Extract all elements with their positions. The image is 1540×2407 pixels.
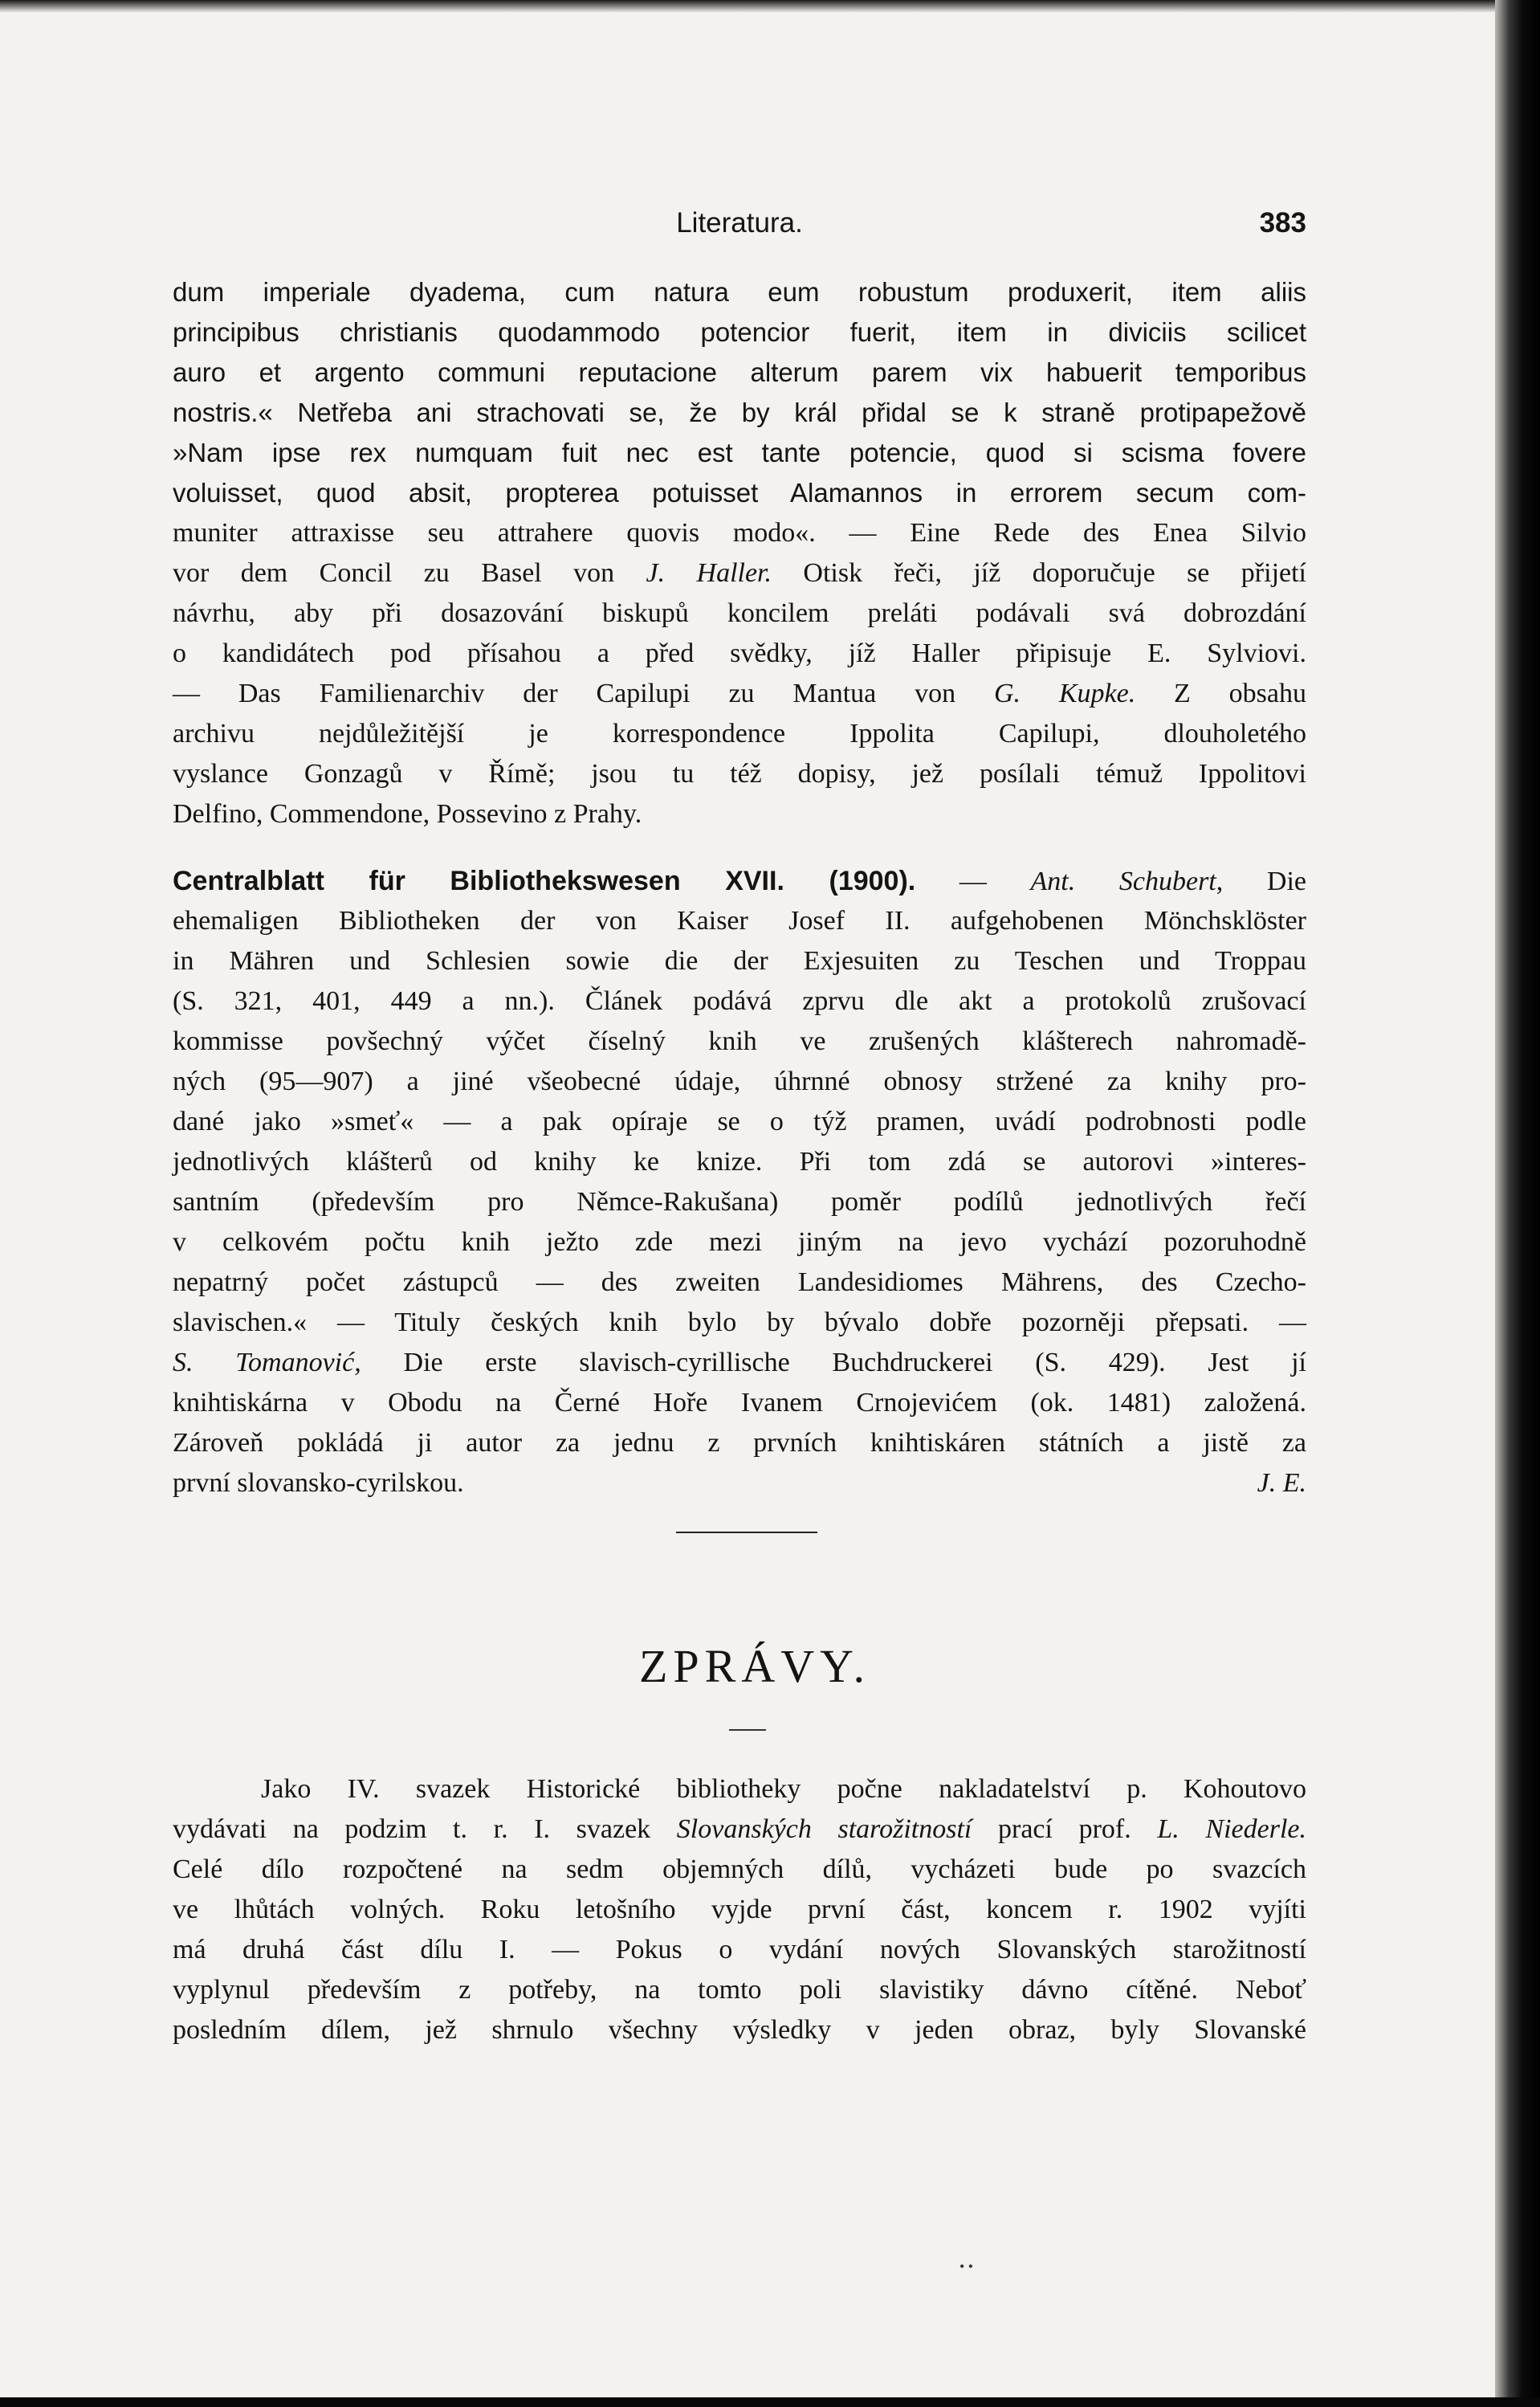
text-line: (S. 321, 401, 449 a nn.). Článek podává zprvu dle akt a protokolů zrušovací (173, 986, 1306, 1016)
text-line: jednotlivých klášterů od knihy ke knize. Při tom zdá se autorovi »interes- (173, 1147, 1306, 1177)
paragraph-continuation (173, 272, 1306, 834)
scan-bottom-edge (0, 2397, 1540, 2407)
scan-right-edge (1495, 0, 1540, 2407)
text-line: principibus christianis quodammodo potencior fuerit, item in diviciis scilicet (173, 317, 1306, 347)
text-line: v celkovém počtu knih ježto zde mezi jiným na jevo vychází pozoruhodně (173, 1227, 1306, 1257)
text-line: ehemaligen Bibliotheken der von Kaiser Josef II. aufgehobenen Mönchsklöster (173, 906, 1306, 936)
source-title: Centralblatt für Bibliothekswesen XVII. (1900). (173, 866, 916, 896)
text-line: ve lhůtách volných. Roku letošního vyjde první část, koncem r. 1902 vyjíti (173, 1895, 1306, 1924)
text-line: — Das Familienarchiv der Capilupi zu Mantua von G. Kupke. Z obsahu (173, 679, 1306, 708)
signature: J. E. (1257, 1468, 1306, 1498)
text-line: dané jako »smeť« — a pak opíraje se o týž pramen, uvádí podrobnosti podle (173, 1107, 1306, 1136)
paragraph-zpravy (173, 1769, 1306, 2050)
text-line: vyplynul především z potřeby, na tomto poli slavistiky dávno cítěné. Neboť (173, 1975, 1306, 2005)
page-header (173, 207, 1306, 247)
scan-top-edge (0, 0, 1509, 13)
text-line: nepatrný počet zástupců — des zweiten Landesidiomes Mährens, des Czecho- (173, 1267, 1306, 1297)
text-line: »Nam ipse rex numquam fuit nec est tante potencie, quod si scisma fovere (173, 438, 1306, 467)
text-line: vydávati na podzim t. r. I. svazek Slovanských starožitností prací prof. L. Niederle. (173, 1814, 1306, 1844)
text-line: o kandidátech pod přísahou a před svědky, jíž Haller připisuje E. Sylviovi. (173, 638, 1306, 668)
page-number: 383 (1259, 207, 1306, 239)
text-line: knihtiskárna v Obodu na Černé Hoře Ivanem Crnojevićem (ok. 1481) založená. (173, 1388, 1306, 1418)
text-line: Jako IV. svazek Historické bibliotheky počne nakladatelství p. Kohoutovo (261, 1774, 1306, 1804)
text-line: má druhá část dílu I. — Pokus o vydání nových Slovanských starožitností (173, 1935, 1306, 1964)
author-name: S. Tomanović, (173, 1348, 361, 1377)
text-line: první slovansko-cyrilskou. J. E. (173, 1463, 1306, 1503)
paragraph-centralblatt-review (173, 861, 1306, 1503)
text-line: návrhu, aby při dosazování biskupů koncilem preláti podávali svá dobrozdání (173, 598, 1306, 628)
text-line: Celé dílo rozpočtené na sedm objemných dílů, vycházeti bude po svazcích (173, 1854, 1306, 1884)
text-line: nostris.« Netřeba ani strachovati se, že by král přidal se k straně protipapežově (173, 398, 1306, 427)
text-line: vor dem Concil zu Basel von J. Haller. Otisk řeči, jíž doporučuje se přijetí (173, 558, 1306, 588)
text-line: S. Tomanović, Die erste slavisch-cyrillische Buchdruckerei (S. 429). Jest jí (173, 1348, 1306, 1377)
author-name: G. Kupke. (993, 679, 1136, 708)
text-line: kommisse povšechný výčet číselný knih ve zrušených klášterech nahromadě- (173, 1026, 1306, 1056)
text-line: slavischen.« — Tituly českých knih bylo by bývalo dobře pozorněji přepsati. — (173, 1308, 1306, 1337)
author-name: L. Niederle. (1157, 1814, 1306, 1844)
text-line: dum imperiale dyadema, cum natura eum robustum produxerit, item aliis (173, 277, 1306, 307)
text-line: archivu nejdůležitější je korrespondence Ippolita Capilupi, dlouholetého (173, 719, 1306, 749)
section-heading: ZPRÁVY. (638, 1640, 871, 1692)
running-title: Literatura. (676, 207, 803, 239)
scan-specks: • • (959, 2258, 974, 2274)
text-line: santním (především pro Němce-Rakušana) poměr podílů jednotlivých řečí (173, 1187, 1306, 1217)
heading-rule (729, 1729, 766, 1731)
text-line: voluisset, quod absit, propterea potuisset Alamannos in errorem secum com- (173, 478, 1306, 508)
text-line: ných (95—907) a jiné všeobecné údaje, úhrnné obnosy stržené za knihy pro- (173, 1067, 1306, 1096)
text-line: muniter attraxisse seu attrahere quovis modo«. — Eine Rede des Enea Silvio (173, 518, 1306, 548)
author-name: Ant. Schubert (1030, 867, 1216, 896)
text-line: Centralblatt für Bibliothekswesen XVII. (1900). — Ant. Schubert, Die (173, 866, 1307, 896)
text-line: auro et argento communi reputacione alterum parem vix habuerit temporibus (173, 357, 1306, 387)
text-line: Zároveň pokládá ji autor za jednu z prvních knihtiskáren státních a jistě za (173, 1428, 1306, 1458)
text-line: posledním dílem, jež shrnulo všechny výsledky v jeden obraz, byly Slovanské (173, 2015, 1306, 2045)
book-title: Slovanských starožitností (676, 1814, 972, 1844)
section-divider (676, 1532, 817, 1533)
text-line: vyslance Gonzagů v Římě; jsou tu též dopisy, jež posílali témuž Ippolitovi (173, 759, 1306, 789)
author-name: J. Haller. (646, 558, 772, 588)
text-line: Delfino, Commendone, Possevino z Prahy. (173, 799, 642, 829)
text-line: in Mähren und Schlesien sowie die der Exjesuiten zu Teschen und Troppau (173, 946, 1306, 976)
